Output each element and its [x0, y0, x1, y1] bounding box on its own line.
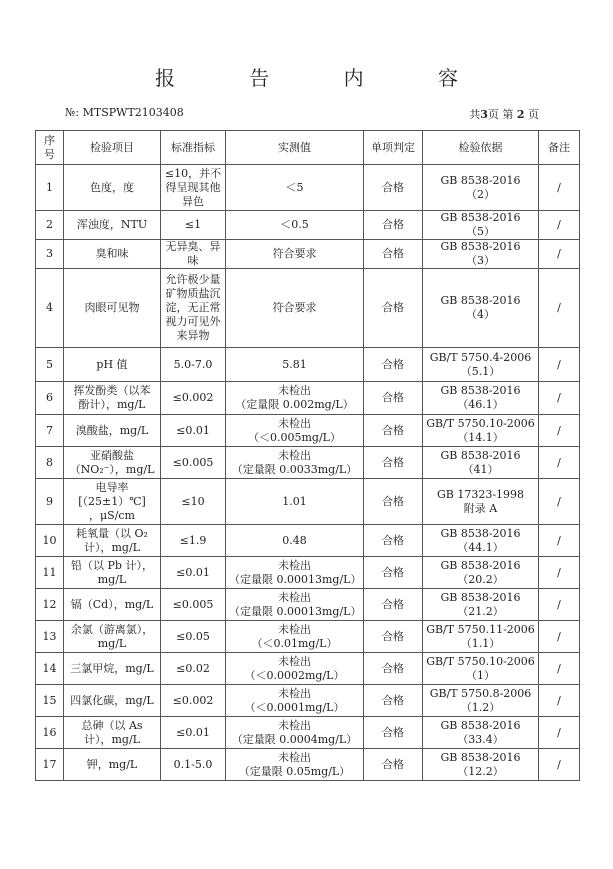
cell-standard: ≤1 [161, 211, 226, 240]
cell-item: pH 值 [64, 348, 161, 382]
table-row [36, 557, 580, 589]
page-prefix: 共 [469, 108, 481, 121]
cell-note: / [539, 165, 580, 211]
cell-no: 11 [36, 557, 64, 589]
cell-no: 15 [36, 685, 64, 717]
cell-item: 溴酸盐，mg/L [64, 415, 161, 447]
cell-item: 镉（Cd），mg/L [64, 589, 161, 621]
cell-standard: 5.0-7.0 [161, 348, 226, 382]
cell-note: / [539, 269, 580, 348]
table-row [36, 165, 580, 211]
cell-standard: ≤0.02 [161, 653, 226, 685]
page-count [469, 106, 539, 122]
page-suffix: 页 [528, 108, 539, 121]
cell-item: 挥发酚类（以苯 酚计），mg/L [64, 382, 161, 415]
cell-no: 4 [36, 269, 64, 348]
cell-basis: GB/T 5750.10-2006 （1） [423, 653, 539, 685]
cell-standard: ≤0.005 [161, 589, 226, 621]
cell-measured: 0.48 [226, 525, 364, 557]
cell-basis: GB/T 5750.11-2006 （1.1） [423, 621, 539, 653]
cell-judgement: 合格 [364, 525, 423, 557]
cell-measured: 未检出 （定量限 0.00013mg/L） [226, 557, 364, 589]
table-row [36, 589, 580, 621]
cell-basis: GB 8538-2016 （3） [423, 240, 539, 269]
cell-no: 13 [36, 621, 64, 653]
cell-judgement: 合格 [364, 685, 423, 717]
cell-basis: GB 8538-2016 （41） [423, 447, 539, 479]
cell-note: / [539, 621, 580, 653]
cell-judgement: 合格 [364, 269, 423, 348]
cell-no: 1 [36, 165, 64, 211]
col-header-standard: 标准指标 [161, 131, 226, 165]
table-header-row [36, 131, 580, 165]
cell-no: 6 [36, 382, 64, 415]
cell-no: 16 [36, 717, 64, 749]
table-row [36, 211, 580, 240]
cell-standard: 0.1-5.0 [161, 749, 226, 781]
col-header-no: 序 号 [36, 131, 64, 165]
col-header-measured: 实测值 [226, 131, 364, 165]
cell-judgement: 合格 [364, 479, 423, 525]
cell-judgement: 合格 [364, 621, 423, 653]
cell-measured: 5.81 [226, 348, 364, 382]
cell-standard: ≤0.01 [161, 415, 226, 447]
cell-measured: 未检出 （定量限 0.0004mg/L） [226, 717, 364, 749]
table-row [36, 653, 580, 685]
cell-no: 10 [36, 525, 64, 557]
cell-measured: 未检出 （定量限 0.00013mg/L） [226, 589, 364, 621]
cell-basis: GB 8538-2016 （4） [423, 269, 539, 348]
table-row [36, 621, 580, 653]
cell-measured: 未检出 （定量限 0.0033mg/L） [226, 447, 364, 479]
cell-measured: 符合要求 [226, 269, 364, 348]
cell-note: / [539, 348, 580, 382]
cell-note: / [539, 557, 580, 589]
cell-item: 三氯甲烷，mg/L [64, 653, 161, 685]
cell-measured: 未检出 （＜0.01mg/L） [226, 621, 364, 653]
cell-basis: GB/T 5750.4-2006 （5.1） [423, 348, 539, 382]
cell-standard: 无异臭、异 味 [161, 240, 226, 269]
cell-standard: ≤0.005 [161, 447, 226, 479]
cell-no: 3 [36, 240, 64, 269]
cell-item: 耗氧量（以 O₂ 计），mg/L [64, 525, 161, 557]
cell-no: 17 [36, 749, 64, 781]
cell-measured: ＜5 [226, 165, 364, 211]
cell-standard: ≤10 [161, 479, 226, 525]
cell-basis: GB 8538-2016 （33.4） [423, 717, 539, 749]
cell-basis: GB 8538-2016 （20.2） [423, 557, 539, 589]
cell-measured: 未检出 （定量限 0.05mg/L） [226, 749, 364, 781]
cell-basis: GB 17323-1998 附录 A [423, 479, 539, 525]
table-row [36, 525, 580, 557]
cell-item: 色度，度 [64, 165, 161, 211]
cell-judgement: 合格 [364, 415, 423, 447]
cell-item: 亚硝酸盐 （NO₂⁻），mg/L [64, 447, 161, 479]
cell-judgement: 合格 [364, 165, 423, 211]
cell-basis: GB 8538-2016 （46.1） [423, 382, 539, 415]
cell-basis: GB 8538-2016 （2） [423, 165, 539, 211]
cell-no: 8 [36, 447, 64, 479]
col-header-basis: 检验依据 [423, 131, 539, 165]
cell-note: / [539, 240, 580, 269]
cell-standard: ≤0.002 [161, 685, 226, 717]
cell-note: / [539, 653, 580, 685]
cell-item: 肉眼可见物 [64, 269, 161, 348]
cell-note: / [539, 749, 580, 781]
table-row [36, 269, 580, 348]
cell-note: / [539, 589, 580, 621]
cell-judgement: 合格 [364, 589, 423, 621]
cell-judgement: 合格 [364, 653, 423, 685]
table-row [36, 479, 580, 525]
cell-standard: ≤0.01 [161, 717, 226, 749]
cell-judgement: 合格 [364, 717, 423, 749]
cell-no: 5 [36, 348, 64, 382]
cell-item: 余氯（游离氯）， mg/L [64, 621, 161, 653]
cell-basis: GB 8538-2016 （44.1） [423, 525, 539, 557]
report-number: №: MTSPWT2103408 [65, 106, 184, 119]
cell-note: / [539, 415, 580, 447]
cell-note: / [539, 447, 580, 479]
col-header-item: 检验项目 [64, 131, 161, 165]
table-row [36, 685, 580, 717]
cell-standard: 允许极少量 矿物质盐沉 淀，无正常 视力可见外 来异物 [161, 269, 226, 348]
cell-measured: 未检出 （＜0.0001mg/L） [226, 685, 364, 717]
cell-judgement: 合格 [364, 447, 423, 479]
cell-judgement: 合格 [364, 348, 423, 382]
cell-no: 9 [36, 479, 64, 525]
cell-no: 2 [36, 211, 64, 240]
cell-item: 电导率 [（25±1）℃] ，μS/cm [64, 479, 161, 525]
col-header-judgement: 单项判定 [364, 131, 423, 165]
col-header-note: 备注 [539, 131, 580, 165]
cell-item: 铅（以 Pb 计）， mg/L [64, 557, 161, 589]
cell-item: 浑浊度，NTU [64, 211, 161, 240]
cell-judgement: 合格 [364, 557, 423, 589]
table-row [36, 749, 580, 781]
cell-item: 总砷（以 As 计），mg/L [64, 717, 161, 749]
cell-measured: 未检出 （＜0.0002mg/L） [226, 653, 364, 685]
cell-note: / [539, 382, 580, 415]
cell-judgement: 合格 [364, 240, 423, 269]
cell-item: 臭和味 [64, 240, 161, 269]
cell-no: 7 [36, 415, 64, 447]
table-row [36, 382, 580, 415]
cell-no: 14 [36, 653, 64, 685]
cell-basis: GB 8538-2016 （12.2） [423, 749, 539, 781]
cell-basis: GB 8538-2016 （21.2） [423, 589, 539, 621]
page-mid: 页 第 [487, 108, 514, 121]
cell-basis: GB/T 5750.8-2006 （1.2） [423, 685, 539, 717]
cell-note: / [539, 717, 580, 749]
page-title: 报 告 内 容 [154, 66, 493, 90]
cell-note: / [539, 525, 580, 557]
cell-note: / [539, 211, 580, 240]
cell-standard: ≤0.002 [161, 382, 226, 415]
cell-standard: ≤0.01 [161, 557, 226, 589]
cell-no: 12 [36, 589, 64, 621]
cell-standard: ≤10，并不 得呈现其他 异色 [161, 165, 226, 211]
cell-measured: 符合要求 [226, 240, 364, 269]
cell-judgement: 合格 [364, 749, 423, 781]
table-row [36, 415, 580, 447]
cell-judgement: 合格 [364, 382, 423, 415]
cell-item: 钾，mg/L [64, 749, 161, 781]
cell-standard: ≤1.9 [161, 525, 226, 557]
cell-note: / [539, 685, 580, 717]
cell-judgement: 合格 [364, 211, 423, 240]
cell-note: / [539, 479, 580, 525]
page-total: 3 [480, 108, 488, 121]
cell-measured: 未检出 （＜0.005mg/L） [226, 415, 364, 447]
cell-standard: ≤0.05 [161, 621, 226, 653]
results-table [35, 130, 580, 781]
table-row [36, 240, 580, 269]
cell-measured: ＜0.5 [226, 211, 364, 240]
cell-basis: GB/T 5750.10-2006 （14.1） [423, 415, 539, 447]
cell-item: 四氯化碳，mg/L [64, 685, 161, 717]
cell-basis: GB 8538-2016 （5） [423, 211, 539, 240]
table-row [36, 717, 580, 749]
table-row [36, 447, 580, 479]
cell-measured: 1.01 [226, 479, 364, 525]
table-row [36, 348, 580, 382]
page-current: 2 [516, 108, 525, 121]
cell-measured: 未检出 （定量限 0.002mg/L） [226, 382, 364, 415]
